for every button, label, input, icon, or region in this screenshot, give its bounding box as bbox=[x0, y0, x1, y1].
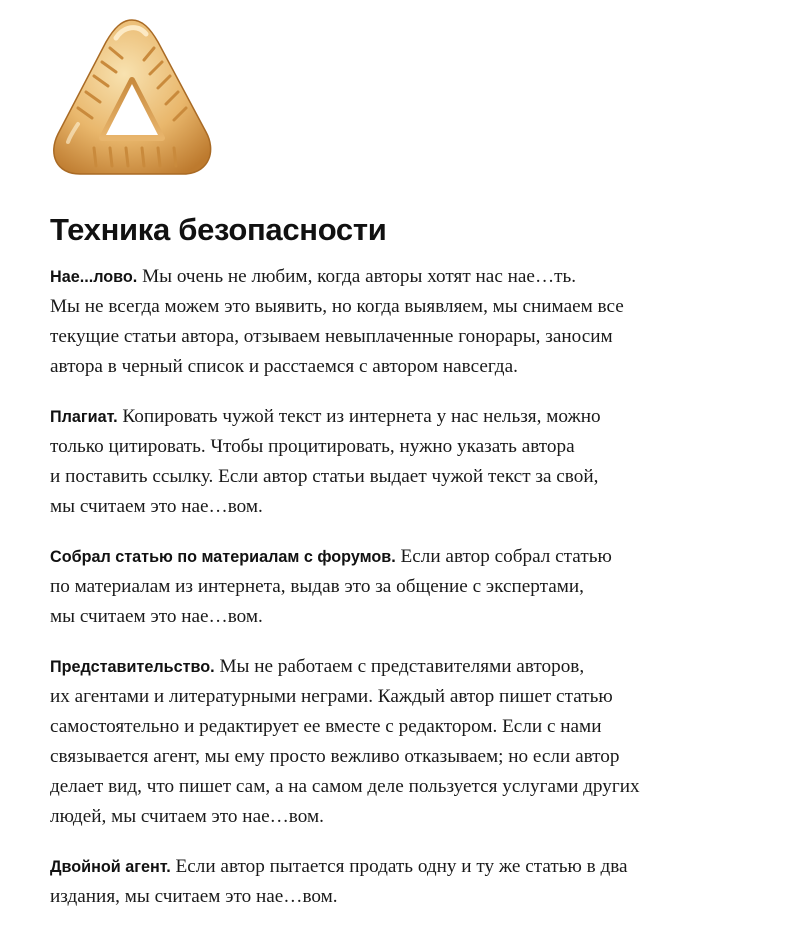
rule-line bbox=[50, 542, 750, 572]
rule-text: Копировать чужой текст из интернета у нас нельзя, можно bbox=[117, 406, 601, 427]
rule-line: связывается агент, мы ему просто вежливо отказываем; но если автор bbox=[50, 746, 620, 767]
rule-line: текущие статьи автора, отзываем невыплаченные гонорары, заносим bbox=[50, 326, 613, 347]
rule-text: Если автор пытается продать одну и ту же статью в два bbox=[170, 856, 628, 877]
rule-line: издания, мы считаем это нае…вом. bbox=[50, 886, 338, 907]
rule-line: Мы не всегда можем это выявить, но когда выявляем, мы снимаем все bbox=[50, 296, 624, 317]
rule-line: мы считаем это нае…вом. bbox=[50, 606, 263, 627]
rule-line bbox=[50, 262, 750, 292]
rule-line: делает вид, что пишет сам, а на самом деле пользуется услугами других bbox=[50, 776, 640, 797]
rule-paragraph bbox=[50, 652, 750, 832]
rule-line: по материалам из интернета, выдав это за общение с экспертами, bbox=[50, 576, 584, 597]
bread-triangle-logo-icon bbox=[46, 14, 218, 180]
rule-line: мы считаем это нае…вом. bbox=[50, 496, 263, 517]
rule-line: их агентами и литературными неграми. Каждый автор пишет статью bbox=[50, 686, 613, 707]
rule-line bbox=[50, 652, 750, 682]
rule-line bbox=[50, 852, 750, 882]
rule-title: Представительство. bbox=[50, 658, 215, 676]
rule-paragraph bbox=[50, 852, 750, 912]
rule-paragraph bbox=[50, 542, 750, 632]
rule-line bbox=[50, 402, 750, 432]
rule-text: Мы очень не любим, когда авторы хотят нас нае…ть. bbox=[137, 266, 577, 287]
rule-line: самостоятельно и редактирует ее вместе с редактором. Если с нами bbox=[50, 716, 602, 737]
page-title: Техника безопасности bbox=[50, 212, 387, 247]
rule-line: автора в черный список и расстаемся с автором навсегда. bbox=[50, 356, 518, 377]
rule-line: только цитировать. Чтобы процитировать, нужно указать автора bbox=[50, 436, 575, 457]
rule-paragraph bbox=[50, 262, 750, 382]
rule-title: Плагиат. bbox=[50, 408, 118, 426]
rule-line: людей, мы считаем это нае…вом. bbox=[50, 806, 324, 827]
rule-line: и поставить ссылку. Если автор статьи выдает чужой текст за свой, bbox=[50, 466, 599, 487]
rule-text: Мы не работаем с представителями авторов, bbox=[214, 656, 585, 677]
rule-title: Двойной агент. bbox=[50, 858, 171, 876]
rules-list bbox=[50, 262, 750, 912]
rule-title: Собрал статью по материалам с форумов. bbox=[50, 548, 396, 566]
rule-title: Нае...лово. bbox=[50, 268, 138, 286]
rule-text: Если автор собрал статью bbox=[395, 546, 612, 567]
document bbox=[50, 14, 750, 932]
rule-paragraph bbox=[50, 402, 750, 522]
